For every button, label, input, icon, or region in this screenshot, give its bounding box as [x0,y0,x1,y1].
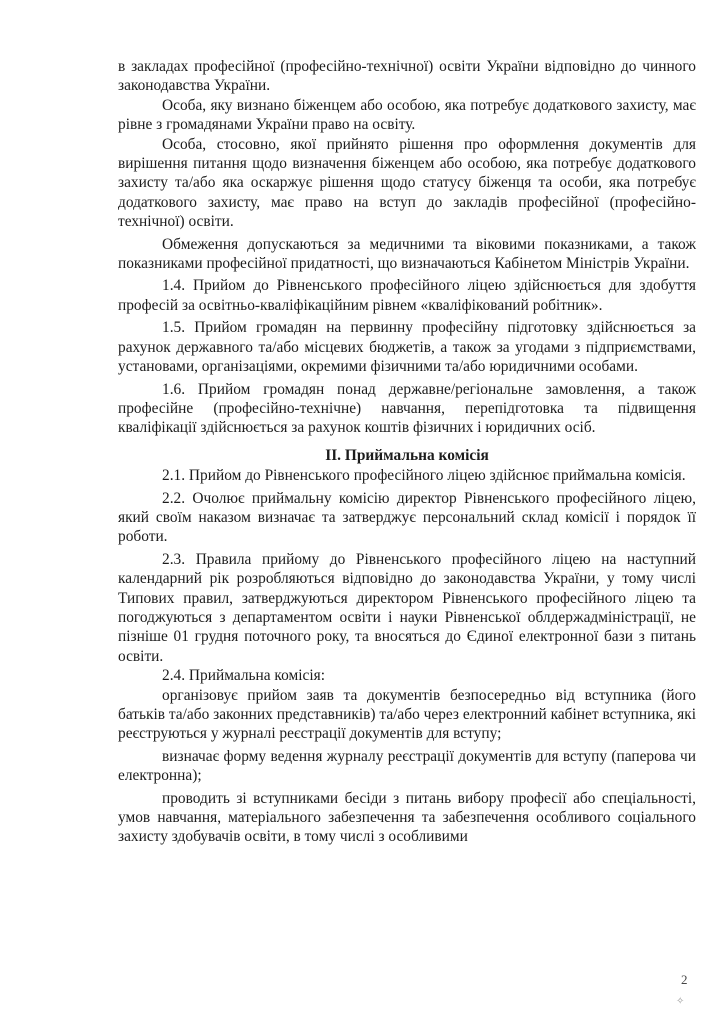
paragraph-2-4: 2.4. Приймальна комісія: [162,667,326,685]
paragraph-1-5: 1.5. Прийом громадян на первинну професійну підготовку здійснюється за рахунок державного та/або місцевих бюджетів, а також за угодами з підприємствами, установами, організаціями, окремими фізичними та/або юридичними особами. [118,319,696,376]
list-item: визначає форму ведення журналу реєстрації документів для вступу (паперова чи електронна); [118,747,696,785]
paragraph-2-2: 2.2. Очолює приймальну комісію директор Рівненського професійного ліцею, який своїм наказом визначає та затверджує персональний склад комісії і порядок її роботи. [118,489,696,546]
list-item: організовує прийом заяв та документів безпосередньо від вступника (його батьків та/або законних представників) та/або через електронний кабінет вступника, які реєструються у журналі реєстрації документів для вступу; [118,686,696,743]
paragraph: Особа, яку визнано біженцем або особою, яка потребує додаткового захисту, має рівне з громадянами України право на освіту. [118,96,696,134]
paragraph: Особа, стосовно, якої прийнято рішення про оформлення документів для вирішення питання щодо визначення біженцем або особою, яка потребує додаткового захисту та/або яка оскаржує рішення щодо статусу біженця та особи, яка потребує додаткового захисту, має право на вступ до закладів професійної (професійно-технічної) освіти. [118,135,696,231]
document-body [118,57,696,847]
paragraph-1-6: 1.6. Прийом громадян понад державне/регіональне замовлення, а також професійне (професійно-технічне) навчання, перепідготовка та підвищення кваліфікації здійснюється за рахунок коштів фізичних і юридичних осіб. [118,380,696,437]
scan-mark: ✧ [676,996,685,1007]
page-number: 2 [681,972,688,987]
paragraph-1-4: 1.4. Прийом до Рівненського професійного ліцею здійснюється для здобуття професій за освітньо-кваліфікаційним рівнем «кваліфікований робітник». [118,277,696,314]
paragraph: Обмеження допускаються за медичними та віковими показниками, а також показниками професійної придатності, що визначаються Кабінетом Міністрів України. [118,235,696,273]
paragraph: в закладах професійної (професійно-технічної) освіти України відповідно до чинного законодавства України. [118,58,696,95]
list-item: проводить зі вступниками бесіди з питань вибору професії або спеціальності, умов навчання, матеріального забезпечення та забезпечення особливого соціального захисту здобувачів освіти, в тому числі з особливими [118,789,696,846]
section-heading: ІІ. Приймальна комісія [325,446,489,464]
paragraph-2-1: 2.1. Прийом до Рівненського професійного ліцею здійснює приймальна комісія. [162,467,686,485]
paragraph-2-3: 2.3. Правила прийому до Рівненського професійного ліцею на наступний календарний рік розробляються відповідно до законодавства України, у тому числі Типових правил, затверджуються директором Рівненського професійного ліцею та погоджуються з департаментом освіти і науки Рівненської облдержадміністрації, не пізніше 01 грудня поточного року, та вносяться до Єдиної електронної бази з питань освіти. [118,550,696,665]
